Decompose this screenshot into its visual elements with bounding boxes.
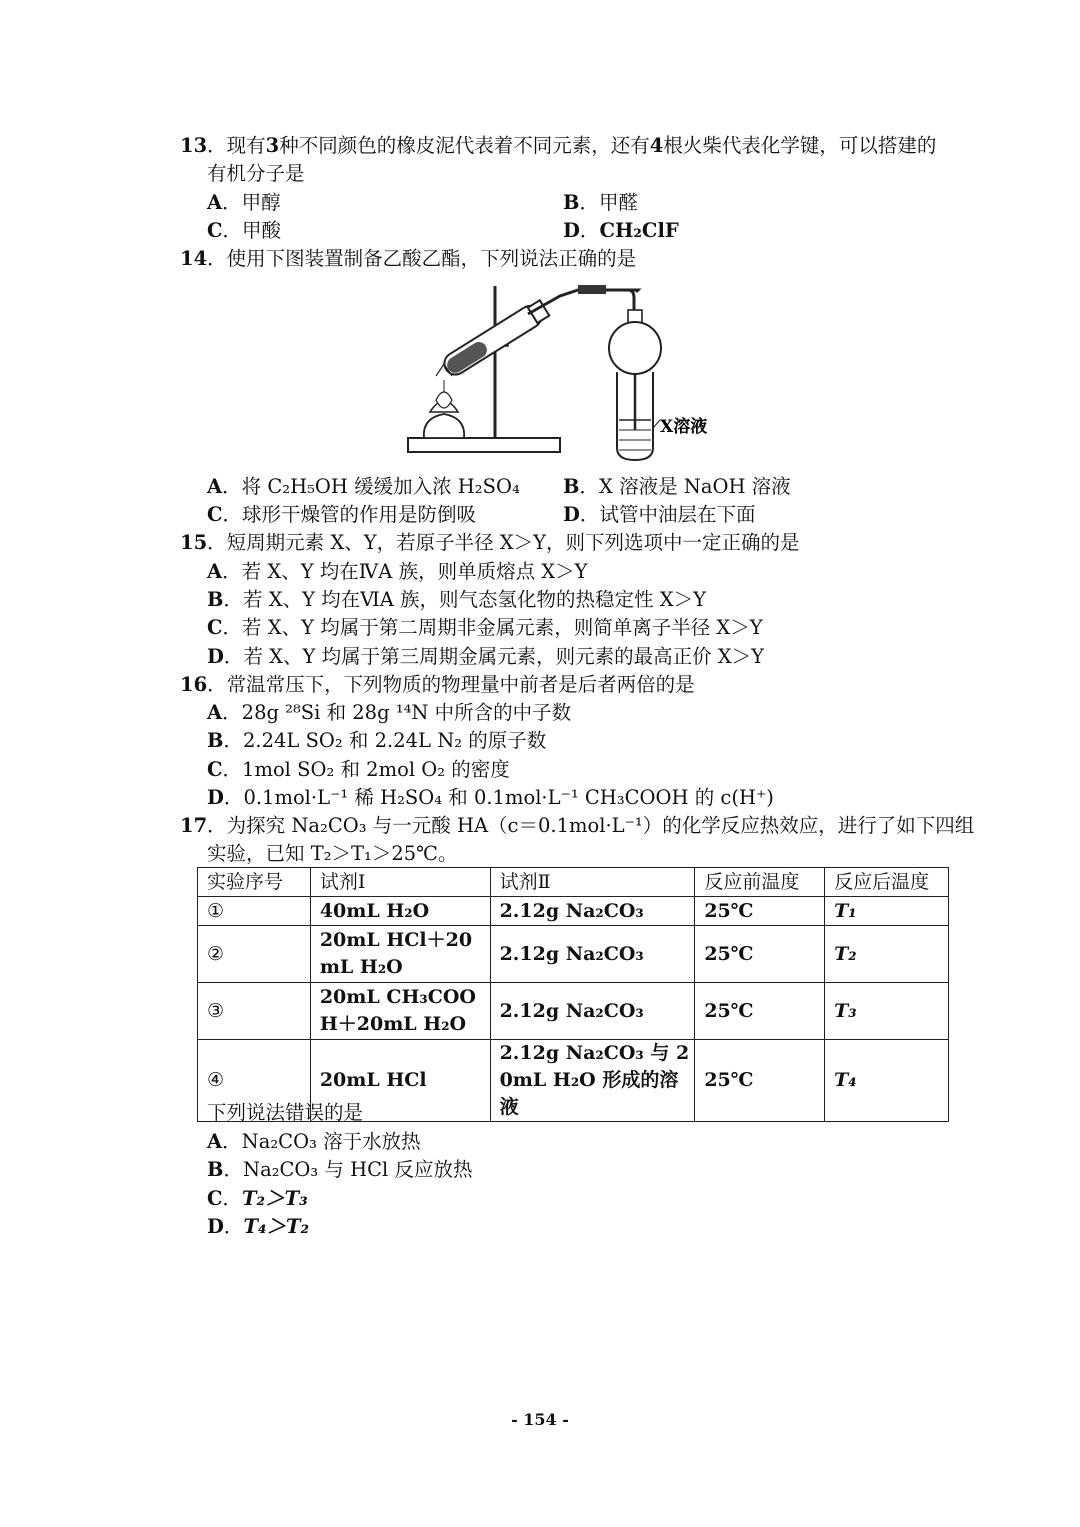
q13-stem-line2: 有机分子是: [207, 162, 305, 185]
q13-option-d: D．CH₂ClF: [563, 219, 679, 242]
table-cell: ④: [198, 1040, 311, 1122]
q16-option-c: C．1mol SO₂ 和 2mol O₂ 的密度: [207, 758, 510, 781]
q16-option-d: D．0.1mol·L⁻¹ 稀 H₂SO₄ 和 0.1mol·L⁻¹ CH₃COOH 的 c(H⁺): [207, 786, 774, 809]
table-cell: 25℃: [695, 926, 825, 983]
table-cell: T₄: [825, 1040, 949, 1122]
q14-stem: 14．使用下图装置制备乙酸乙酯，下列说法正确的是: [180, 247, 637, 270]
table-cell: 2.12g Na₂CO₃: [490, 983, 695, 1040]
table-cell: T₁: [825, 897, 949, 926]
q17-option-b: B．Na₂CO₃ 与 HCl 反应放热: [207, 1158, 473, 1181]
table-row: [198, 983, 949, 1040]
q13-stem: 13．现有3种不同颜色的橡皮泥代表着不同元素，还有4根火柴代表化学键，可以搭建的: [180, 134, 937, 157]
table-cell: ②: [198, 926, 311, 983]
table-cell: 2.12g Na₂CO₃ 与 20mL H₂O 形成的溶液: [490, 1040, 695, 1122]
table-header-cell: 反应前温度: [695, 868, 825, 897]
q17-option-c: C．T₂＞T₃: [207, 1187, 308, 1210]
table-cell: 20mL CH₃COOH＋20mL H₂O: [310, 983, 490, 1040]
q17-option-a: A．Na₂CO₃ 溶于水放热: [207, 1130, 421, 1153]
q15-stem: 15．短周期元素 X、Y，若原子半径 X＞Y，则下列选项中一定正确的是: [180, 531, 800, 554]
q16-option-b: B．2.24L SO₂ 和 2.24L N₂ 的原子数: [207, 729, 547, 752]
q14-option-c: C．球形干燥管的作用是防倒吸: [207, 503, 477, 526]
q17-option-d: D．T₄＞T₂: [207, 1215, 310, 1238]
q16-stem: 16．常温常压下，下列物质的物理量中前者是后者两倍的是: [180, 673, 695, 696]
q14-option-b: B．X 溶液是 NaOH 溶液: [563, 475, 791, 498]
table-cell: ③: [198, 983, 311, 1040]
q15-option-b: B．若 X、Y 均在ⅥA 族，则气态氢化物的热稳定性 X＞Y: [207, 588, 707, 611]
page-number: - 154 -: [511, 1410, 569, 1429]
q15-option-d: D．若 X、Y 均属于第三周期金属元素，则元素的最高正价 X＞Y: [207, 645, 765, 668]
q16-option-a: A．28g ²⁸Si 和 28g ¹⁴N 中所含的中子数: [207, 701, 572, 724]
table-cell: 20mL HCl＋20mL H₂O: [310, 926, 490, 983]
table-cell: 2.12g Na₂CO₃: [490, 897, 695, 926]
experiment-table: [197, 867, 949, 1122]
q13-option-c: C．甲酸: [207, 219, 282, 242]
x-solution-label: X溶液: [660, 417, 708, 437]
q17-after-table: 下列说法错误的是: [207, 1101, 364, 1124]
table-cell: 25℃: [695, 983, 825, 1040]
table-cell: T₃: [825, 983, 949, 1040]
table-header-cell: 试剂Ⅰ: [310, 868, 490, 897]
table-cell: 2.12g Na₂CO₃: [490, 926, 695, 983]
table-cell: 40mL H₂O: [310, 897, 490, 926]
table-header-row: [198, 868, 949, 897]
q13-option-b: B．甲醛: [563, 191, 639, 214]
q15-option-c: C．若 X、Y 均属于第二周期非金属元素，则简单离子半径 X＞Y: [207, 616, 763, 639]
q17-stem-line2: 实验，已知 T₂＞T₁＞25℃。: [207, 842, 458, 865]
table-cell: 25℃: [695, 897, 825, 926]
table-row: [198, 926, 949, 983]
q13-option-a: A．甲醇: [207, 191, 281, 214]
ethyl-acetate-apparatus-figure: [400, 280, 720, 465]
table-header-cell: 实验序号: [198, 868, 311, 897]
table-cell: 25℃: [695, 1040, 825, 1122]
table-cell: ①: [198, 897, 311, 926]
table-header-cell: 试剂Ⅱ: [490, 868, 695, 897]
q14-option-a: A．将 C₂H₅OH 缓缓加入浓 H₂SO₄: [207, 475, 520, 498]
q17-stem: 17．为探究 Na₂CO₃ 与一元酸 HA（c＝0.1mol·L⁻¹）的化学反应热效应，进行了如下四组: [180, 814, 975, 837]
table-row: [198, 897, 949, 926]
table-cell: 20mL HCl: [310, 1040, 490, 1122]
table-header-cell: 反应后温度: [825, 868, 949, 897]
q15-option-a: A．若 X、Y 均在ⅣA 族，则单质熔点 X＞Y: [207, 560, 588, 583]
q14-option-d: D．试管中油层在下面: [563, 503, 756, 526]
table-cell: T₂: [825, 926, 949, 983]
